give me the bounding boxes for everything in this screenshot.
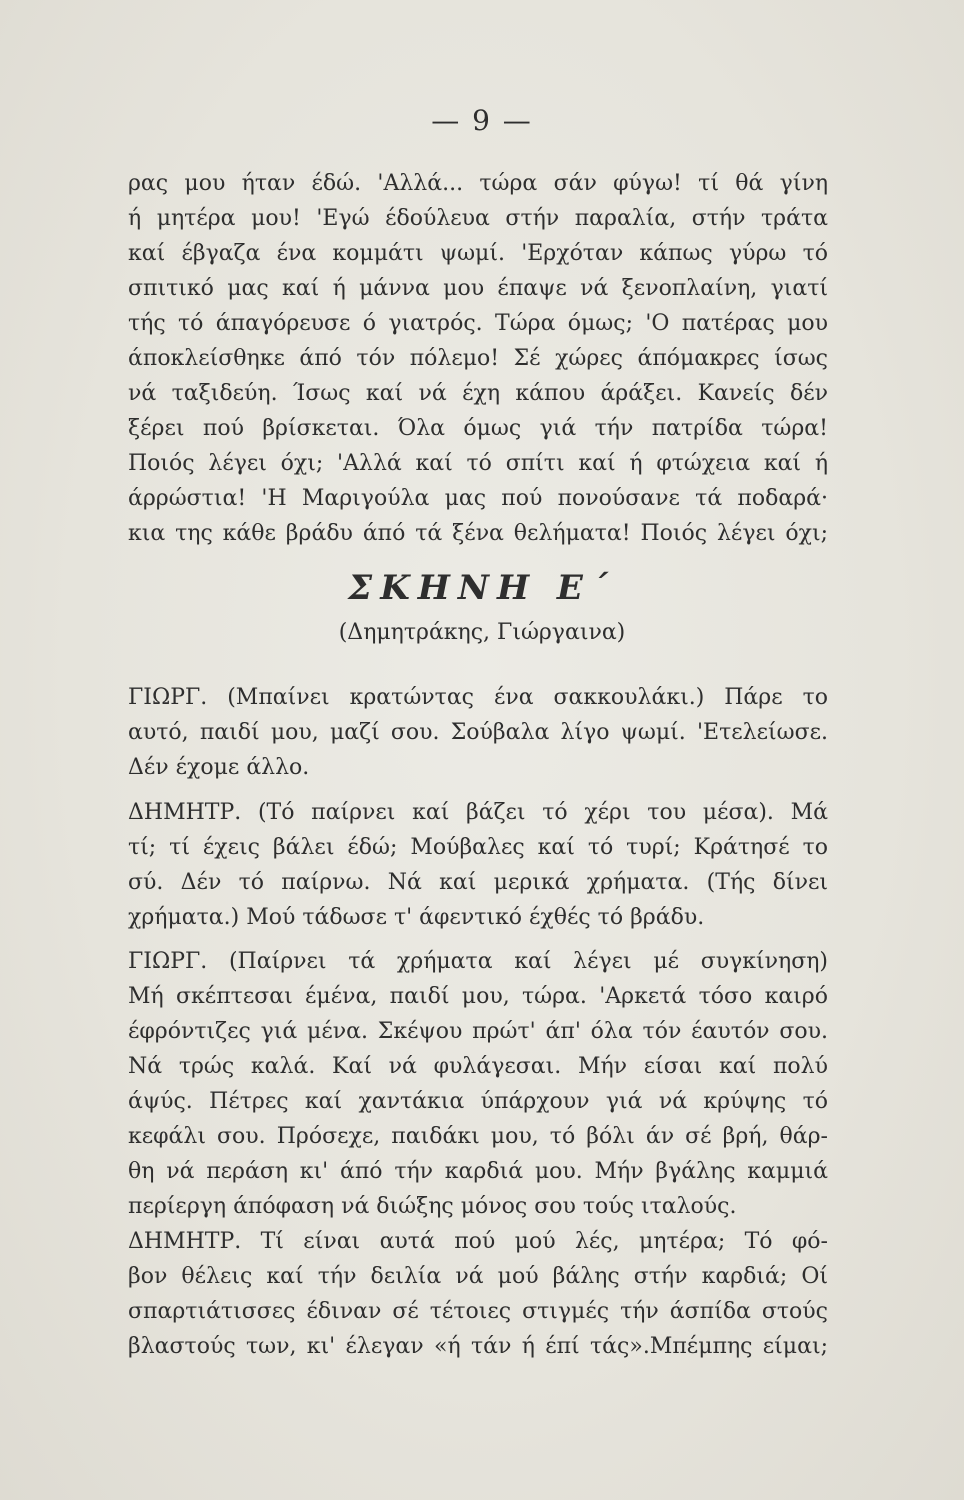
text-line: χρήματα.) Μού τάδωσε τ' άφεντικό έχθές τό βράδυ.: [128, 905, 705, 930]
text-line: βον θέλεις καί τήν δειλία νά μού βάλης στήν καρδιά; Οί: [128, 1264, 828, 1289]
text-line: ΓΙΩΡΓ. (Μπαίνει κρατώντας ένα σακκουλάκι.) Πάρε το: [128, 685, 828, 710]
text-line: βλαστούς των, κι' έλεγαν «ή τάν ή έπί τάς».Μπέμπης είμαι;: [128, 1334, 828, 1359]
text-line: περίεργη άπόφαση νά διώξης μόνος σου τούς ιταλούς.: [128, 1194, 737, 1219]
text-line: ρας μου ήταν έδώ. 'Αλλά... τώρα σάν φύγω! τί θά γίνη: [128, 171, 828, 196]
text-line: ΔΗΜΗΤΡ. (Τό παίρνει καί βάζει τό χέρι του μέσα). Μά: [128, 800, 828, 825]
text-line: άρρώστια! 'Η Μαριγούλα μας πού πονούσανε τά ποδαρά·: [128, 486, 828, 511]
paragraph-1: [128, 166, 828, 551]
text-line: νά ταξιδεύη. Ίσως καί νά έχη κάπου άράξει. Κανείς δέν: [128, 381, 828, 406]
text-line: καί έβγαζα ένα κομμάτι ψωμί. 'Ερχόταν κάπως γύρω τό: [128, 241, 828, 266]
page-number: — 9 —: [431, 104, 533, 137]
text-line: ΔΗΜΗΤΡ. Τί είναι αυτά πού μού λές, μητέρα; Τό φό-: [128, 1229, 828, 1254]
text-line: τής τό άπαγόρευσε ό γιατρός. Τώρα όμως; 'Ο πατέρας μου: [128, 311, 828, 336]
text-line: Ποιός λέγει όχι; 'Αλλά καί τό σπίτι καί ή φτώχεια καί ή: [128, 451, 828, 476]
text-line: Δέν έχομε άλλο.: [128, 755, 310, 780]
text-line: σπαρτιάτισσες έδιναν σέ τέτοιες στιγμές τήν άσπίδα στούς: [128, 1299, 828, 1324]
text-line: ξέρει πού βρίσκεται. Όλα όμως γιά τήν πατρίδα τώρα!: [128, 416, 828, 441]
paragraph-2: [128, 680, 828, 785]
text-line: Νά τρώς καλά. Καί νά φυλάγεσαι. Μήν είσαι καί πολύ: [128, 1054, 828, 1079]
text-line: άψύς. Πέτρες καί χαντάκια ύπάρχουν γιά νά κρύψης τό: [128, 1089, 828, 1114]
paragraph-5: [128, 1224, 828, 1364]
paragraph-3: [128, 795, 828, 935]
text-line: ΓΙΩΡΓ. (Παίρνει τά χρήματα καί λέγει μέ συγκίνηση): [128, 949, 828, 974]
text-line: θη νά περάση κι' άπό τήν καρδιά μου. Μήν βγάλης καμμιά: [128, 1159, 828, 1184]
scene-persons: (Δημητράκης, Γιώργαινα): [338, 620, 626, 645]
text-line: ή μητέρα μου! 'Εγώ έδούλευα στήν παραλία, στήν τράτα: [128, 206, 828, 231]
text-line: κεφάλι σου. Πρόσεχε, παιδάκι μου, τό βόλι άν σέ βρή, θάρ-: [128, 1124, 828, 1149]
paragraph-4: [128, 944, 828, 1224]
scene-title: ΣΚΗΝΗ Ε΄: [348, 568, 616, 608]
text-line: σπιτικό μας καί ή μάννα μου έπαψε νά ξενοπλαίνη, γιατί: [128, 276, 828, 301]
text-line: τί; τί έχεις βάλει έδώ; Μούβαλες καί τό τυρί; Κράτησέ το: [128, 835, 828, 860]
text-line: σύ. Δέν τό παίρνω. Νά καί μερικά χρήματα. (Τής δίνει: [128, 870, 828, 895]
text-line: έφρόντιζες γιά μένα. Σκέψου πρώτ' άπ' όλα τόν έαυτόν σου.: [128, 1019, 828, 1044]
text-line: αυτό, παιδί μου, μαζί σου. Σούβαλα λίγο ψωμί. 'Ετελείωσε.: [128, 720, 828, 745]
text-line: Μή σκέπτεσαι έμένα, παιδί μου, τώρα. 'Αρκετά τόσο καιρό: [128, 984, 828, 1009]
text-line: άποκλείσθηκε άπό τόν πόλεμο! Σέ χώρες άπόμακρες ίσως: [128, 346, 828, 371]
text-line: κια της κάθε βράδυ άπό τά ξένα θελήματα! Ποιός λέγει όχι;: [128, 521, 828, 546]
